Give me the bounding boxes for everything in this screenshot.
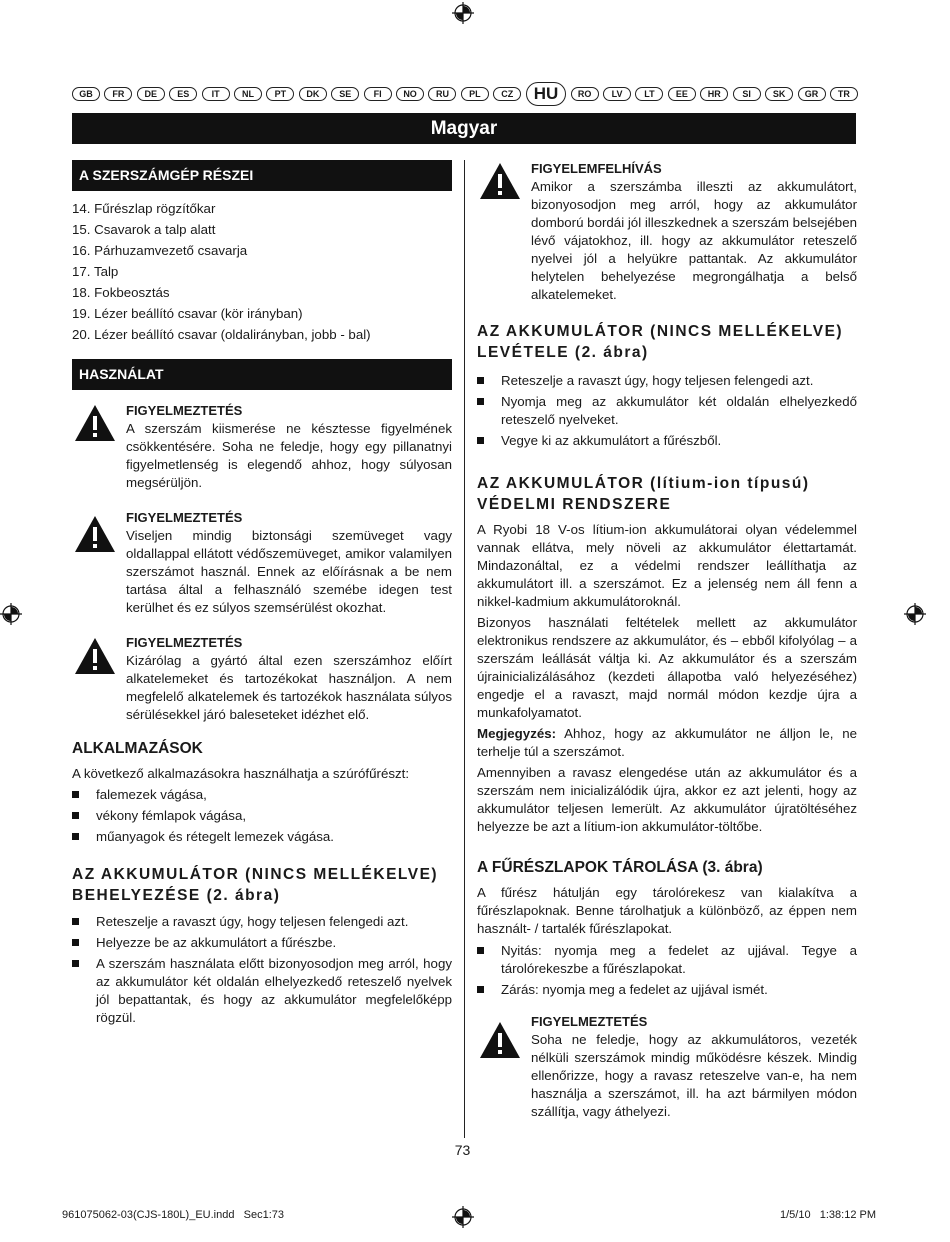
language-code-sk: SK	[765, 87, 793, 101]
list-item: 18. Fokbeosztás	[72, 285, 170, 300]
protection-title: AZ AKKUMULÁTOR (lítium-ion típusú) VÉDELMI RENDSZERE	[477, 475, 810, 513]
list-item: Reteszelje a ravaszt úgy, hogy teljesen felengedi azt.	[72, 913, 452, 931]
language-code-si: SI	[733, 87, 761, 101]
list-item: 19. Lézer beállító csavar (kör irányban)	[72, 306, 303, 321]
warning-title: FIGYELMEZTETÉS	[126, 403, 243, 418]
applications-title: ALKALMAZÁSOK	[72, 740, 203, 757]
language-code-ee: EE	[668, 87, 696, 101]
storage-title: A FŰRÉSZLAPOK TÁROLÁSA (3. ábra)	[477, 859, 763, 876]
language-code-gr: GR	[798, 87, 826, 101]
registration-mark-icon	[904, 603, 926, 625]
warning-block	[72, 634, 452, 724]
notice-text: Amikor a szerszámba illeszti az akkumulátort, bizonyosodjon meg arról, hogy az akkumulátor domború bordái jól illeszkednek a szerszám belsejében lévő vájatokhoz, ill. hogy az akkumulátor reteszelő nyelvei jól a helyükre pattantak. Az akkumulátor helytelen behelyezése megrongálhatja a belső alkatelemeket.	[531, 179, 857, 302]
list-item: 17. Talp	[72, 264, 119, 279]
language-code-pl: PL	[461, 87, 489, 101]
footer-timestamp: 1/5/10 1:38:12 PM	[779, 1209, 876, 1221]
remove-battery-title: AZ AKKUMULÁTOR (NINCS MELLÉKELVE) LEVÉTELE (2. ábra)	[477, 323, 844, 361]
warning-triangle-icon	[479, 1021, 521, 1059]
language-code-no: NO	[396, 87, 424, 101]
language-code-tr: TR	[830, 87, 858, 101]
warning-text: Soha ne feledje, hogy az akkumulátoros, vezeték nélküli szerszámok mindig működésre készek. Mindig ellenőrizze, hogy a ravasz reteszelve van-e, ha nem használja a szerszámot, ill. ha azt bármilyen módon szállítja, vagy áthelyezi.	[531, 1032, 857, 1119]
list-item: 16. Párhuzamvezető csavarja	[72, 243, 248, 258]
warning-block	[72, 509, 452, 617]
footer-file-info: 961075062-03(CJS-180L)_EU.indd Sec1:73	[62, 1209, 284, 1221]
remove-steps	[477, 372, 857, 450]
notice-title: FIGYELEMFELHÍVÁS	[531, 161, 662, 176]
insert-battery-title: AZ AKKUMULÁTOR (NINCS MELLÉKELVE) BEHELYEZÉSE (2. ábra)	[72, 866, 439, 904]
language-code-fr: FR	[104, 87, 132, 101]
right-column	[477, 160, 857, 1121]
list-item: Helyezze be az akkumulátort a fűrészbe.	[72, 934, 452, 952]
protection-paragraph: Amennyiben a ravasz elengedése után az akkumulátor és a szerszám nem inicializálódik újra, akkor ez azt jelenti, hogy az akkumulátor teljesen lemerült. Az akkumulátor újratöltéséhez helyezze be azt a lítium-ion akkumulátor-töltőbe.	[477, 765, 857, 834]
note-paragraph: Megjegyzés: Ahhoz, hogy az akkumulátor ne álljon le, ne terhelje túl a szerszámot.	[477, 726, 857, 759]
language-code-cz: CZ	[493, 87, 521, 101]
warning-triangle-icon	[74, 515, 116, 553]
language-code-de: DE	[137, 87, 165, 101]
list-item: 15. Csavarok a talp alatt	[72, 222, 216, 237]
registration-mark-icon	[452, 1206, 474, 1228]
page-number: 73	[454, 1142, 471, 1158]
usage-header: HASZNÁLAT	[72, 359, 452, 390]
warning-text: A szerszám kiismerése ne késztesse figyelmének csökkentésére. Soha ne feledje, hogy egy pillanatnyi figyelmetlenség is elegendő ahhoz, hogy súlyosan megsérüljön.	[126, 421, 452, 490]
language-code-es: ES	[169, 87, 197, 101]
language-code-hr: HR	[700, 87, 728, 101]
storage-paragraph: A fűrész hátulján egy tárolórekesz van kialakítva a fűrészlapoknak. Benne tárolhatjuk a különböző, az éppen nem használt- / tartalék fűrészlapokat.	[477, 885, 857, 936]
warning-block	[477, 1013, 857, 1121]
list-item: falemezek vágása,	[72, 786, 452, 804]
warning-block	[72, 402, 452, 492]
language-code-se: SE	[331, 87, 359, 101]
language-code-gb: GB	[72, 87, 100, 101]
protection-paragraph: A Ryobi 18 V-os lítium-ion akkumulátorai olyan védelemmel vannak ellátva, mely növeli az akkumulátor élettartamát. Mindazonáltal, ez a védelmi rendszer leállíthatja az akkumulátort ill. a szerszámot. Ez a jelenség nem áll fenn a nikkel-kadmium akkumulátoroknál.	[477, 522, 857, 609]
language-code-lv: LV	[603, 87, 631, 101]
language-code-lt: LT	[635, 87, 663, 101]
language-code-dk: DK	[299, 87, 327, 101]
registration-mark-icon	[0, 603, 22, 625]
warning-title: FIGYELMEZTETÉS	[126, 635, 243, 650]
left-column	[72, 160, 452, 1027]
warning-text: Viseljen mindig biztonsági szemüveget vagy oldallappal ellátott védőszemüveget, amikor valamilyen szerszámot használ. Ennek az előírásnak a be nem tartása által a felhasználó szemébe idegen test kerülhet és ez súlyos szemsérülést okozhat.	[126, 528, 452, 615]
language-code-ro: RO	[571, 87, 599, 101]
list-item: 20. Lézer beállító csavar (oldalirányban, jobb - bal)	[72, 327, 371, 342]
list-item: műanyagok és rétegelt lemezek vágása.	[72, 828, 452, 846]
warning-triangle-icon	[74, 637, 116, 675]
parts-list	[72, 198, 452, 345]
list-item: Reteszelje a ravaszt úgy, hogy teljesen felengedi azt.	[477, 372, 857, 390]
language-code-ru: RU	[428, 87, 456, 101]
language-code-fi: FI	[364, 87, 392, 101]
list-item: Zárás: nyomja meg a fedelet az ujjával ismét.	[477, 981, 857, 999]
list-item: vékony fémlapok vágása,	[72, 807, 452, 825]
registration-mark-icon	[452, 2, 474, 24]
column-divider	[464, 160, 465, 1138]
language-code-it: IT	[202, 87, 230, 101]
list-item: Nyitás: nyomja meg a fedelet az ujjával. Tegye a tárolórekeszbe a fűrészlapokat.	[477, 942, 857, 978]
warning-title: FIGYELMEZTETÉS	[126, 510, 243, 525]
language-bar	[72, 84, 858, 104]
notice-block	[477, 160, 857, 304]
list-item: Vegye ki az akkumulátort a fűrészből.	[477, 432, 857, 450]
warning-text: Kizárólag a gyártó által ezen szerszámhoz előírt alkatelemeket és tartozékokat használjon. A nem megfelelő alkatelemek és tartozékok használata súlyos sérülésekkel járó baleseteket idézhet elő.	[126, 653, 452, 722]
warning-title: FIGYELMEZTETÉS	[531, 1014, 648, 1029]
list-item: A szerszám használata előtt bizonyosodjon meg arról, hogy az akkumulátor két oldalán elhelyezkedő reteszelő nyelvek jól bepattantak, és hogy az akkumulátor megfelelőképp rögzül.	[72, 955, 452, 1027]
storage-steps	[477, 942, 857, 999]
insert-steps	[72, 913, 452, 1027]
applications-intro: A következő alkalmazásokra használhatja a szúrófűrészt:	[72, 766, 410, 781]
language-code-pt: PT	[266, 87, 294, 101]
warning-triangle-icon	[74, 404, 116, 442]
protection-paragraph: Bizonyos használati feltételek mellett az akkumulátor elektronikus rendszere az akkumulátor, és – ebből kifolyólag – a szerszám leállását váltja ki. Az akkumulátor és a szerszám újrainicializálásához (kezdeti állapotba való helyezéséhez) engedje el a ravaszt, majd normál módon kezdje újra a munkafolyamatot.	[477, 615, 857, 720]
warning-triangle-icon	[479, 162, 521, 200]
language-code-nl: NL	[234, 87, 262, 101]
page-title: Magyar	[72, 113, 856, 144]
list-item: 14. Fűrészlap rögzítőkar	[72, 201, 216, 216]
list-item: Nyomja meg az akkumulátor két oldalán elhelyezkedő reteszelő nyelveket.	[477, 393, 857, 429]
language-code-hu: HU	[526, 82, 567, 106]
parts-header: A SZERSZÁMGÉP RÉSZEI	[72, 160, 452, 191]
applications-list	[72, 786, 452, 846]
